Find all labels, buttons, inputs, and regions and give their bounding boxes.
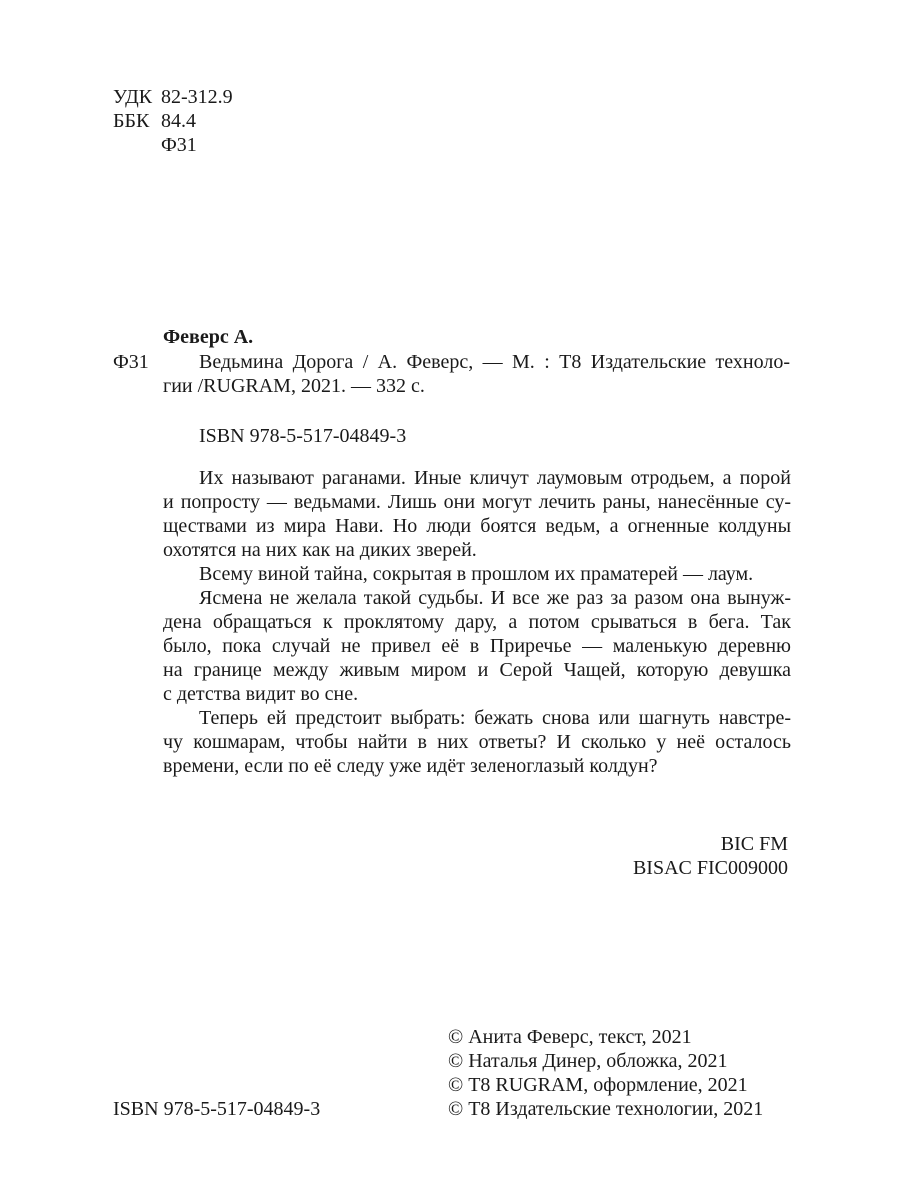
udk-label: УДК (113, 86, 153, 108)
bbk-line (113, 109, 196, 133)
copyright-line: © Т8 RUGRAM, оформление, 2021 (448, 1074, 748, 1096)
annotation-line: дена обращаться к проклятому дару, а потом срываться в бега. Так (163, 611, 791, 633)
annotation-line: с детства видит во сне. (163, 683, 359, 705)
copyright-line: © Т8 Издательские технологии, 2021 (448, 1098, 764, 1120)
annotation (163, 466, 791, 778)
author-sign: Ф31 (161, 134, 197, 156)
bbk-label: ББК (113, 110, 150, 132)
copyright-line: © Анита Феверс, текст, 2021 (448, 1026, 692, 1048)
udk-value: 82-312.9 (161, 86, 233, 108)
bibliography-isbn: ISBN 978-5-517-04849-3 (199, 425, 407, 447)
bibliography-entry-line-1: Ведьмина Дорога / А. Феверс, — М. : Т8 Издательские техноло- (199, 351, 790, 373)
annotation-line: времени, если по её следу уже идёт зеленоглазый колдун? (163, 755, 658, 777)
annotation-line: было, пока случай не привел её в Приречье — маленькую деревню (163, 635, 791, 657)
footer-isbn: ISBN 978-5-517-04849-3 (113, 1098, 321, 1120)
bic-code: BIC FM (720, 833, 788, 855)
bisac-code: BISAC FIC009000 (632, 857, 788, 879)
bibliography-entry-line-2: гии /RUGRAM, 2021. — 332 с. (163, 375, 425, 397)
annotation-line: Всему виной тайна, сокрытая в прошлом их праматерей — лаум. (199, 563, 754, 585)
copyright-line: © Наталья Динер, обложка, 2021 (448, 1050, 728, 1072)
annotation-line: Ясмена не желала такой судьбы. И все же раз за разом она вынуж- (199, 587, 791, 609)
annotation-line: охотятся на них как на диких зверей. (163, 539, 477, 561)
bbk-value: 84.4 (161, 110, 196, 132)
annotation-line: на границе между живым миром и Серой Чащей, которую девушка (163, 659, 791, 681)
author-heading: Феверс А. (163, 326, 254, 348)
annotation-line: Их называют раганами. Иные кличут лаумовым отродьем, а порой (199, 467, 791, 489)
annotation-line: Теперь ей предстоит выбрать: бежать снова или шагнуть навстре- (199, 707, 791, 729)
annotation-line: чу кошмарам, чтобы найти в них ответы? И сколько у неё осталось (163, 731, 791, 753)
udk-line (113, 85, 233, 109)
bibliography-sign: Ф31 (113, 351, 149, 373)
annotation-line: и попросту — ведьмами. Лишь они могут лечить раны, нанесённые су- (163, 491, 791, 513)
annotation-line: ществами из мира Нави. Но люди боятся ведьм, а огненные колдуны (163, 515, 791, 537)
